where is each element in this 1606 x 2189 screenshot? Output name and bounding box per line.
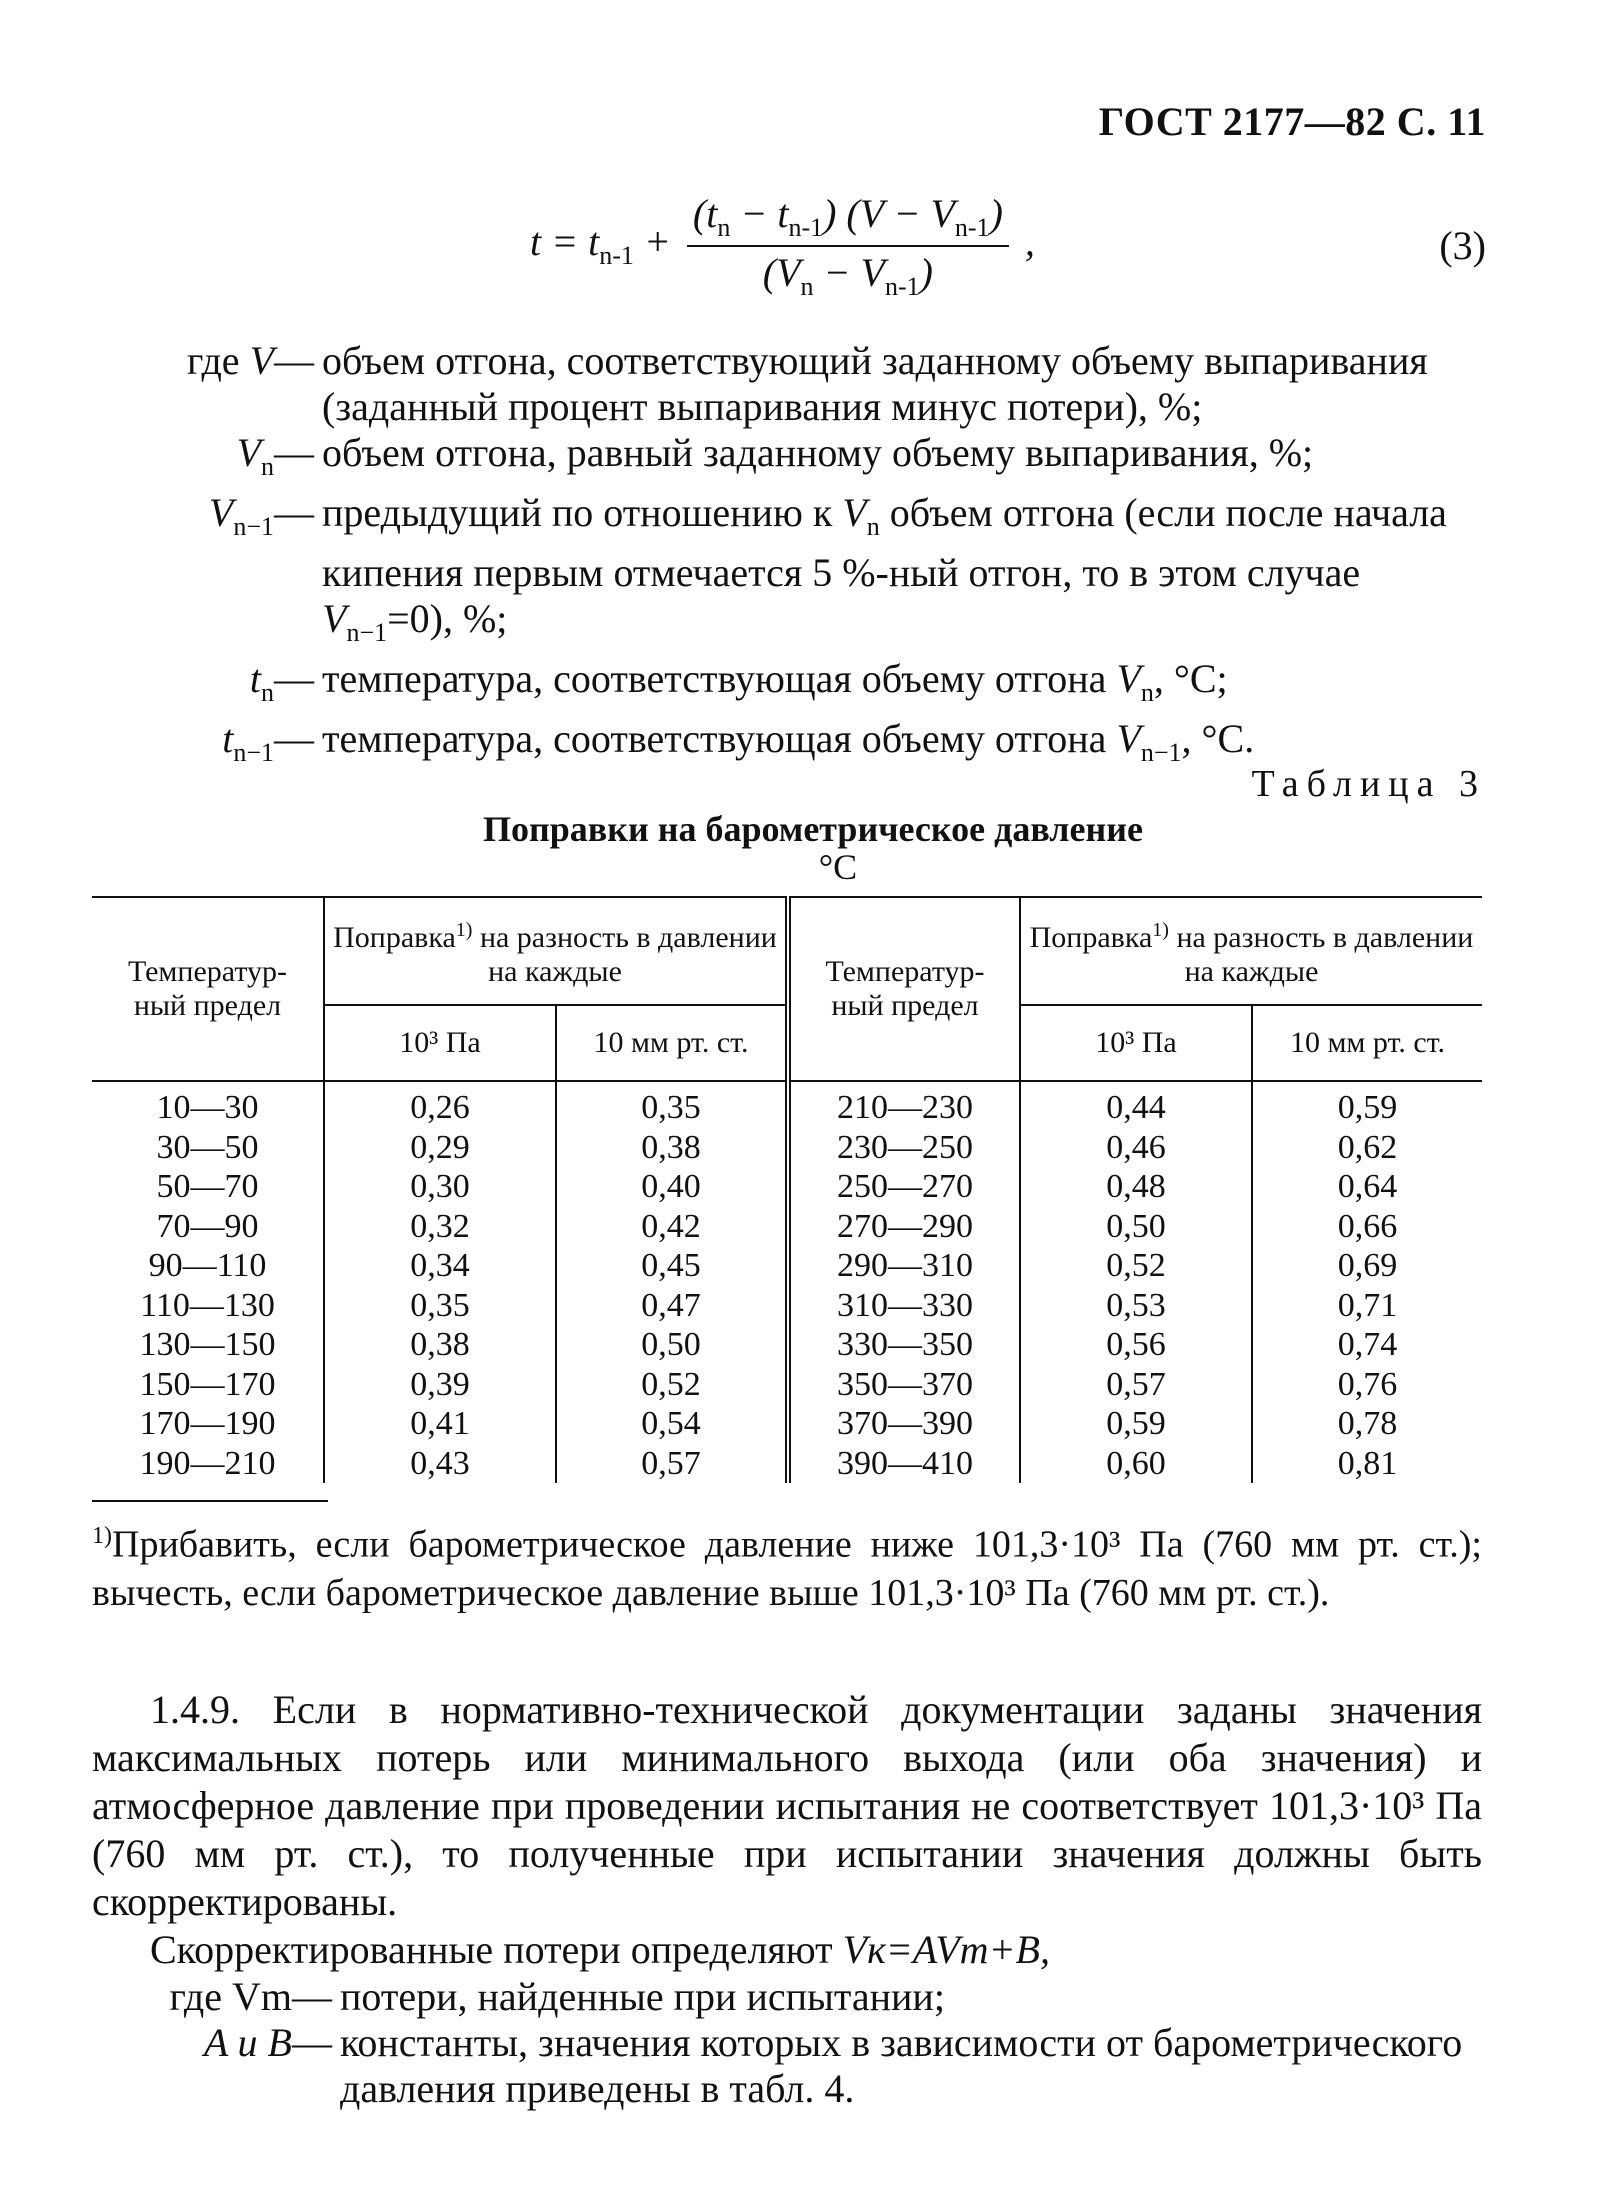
table-cell: 270—290 [788, 1207, 1020, 1247]
header-pa-right: 10³ Па [1020, 1005, 1252, 1081]
table-row [92, 1128, 1482, 1168]
definition-symbol: где V [187, 338, 274, 383]
table-cell: 0,54 [556, 1404, 788, 1444]
definition-text: объем отгона, соответствующий заданному объему выпаривания (заданный процент выпаривания минус потери), %; [322, 338, 1428, 429]
table-row [92, 1246, 1482, 1286]
definition-text: константы, значения которых в зависимости от барометрического давления приведены в табл. 4. [340, 2020, 1463, 2111]
table-cell: 370—390 [788, 1404, 1020, 1444]
table-cell: 30—50 [156, 1128, 259, 1166]
table-cell: 0,35 [556, 1081, 788, 1128]
table-cell: 0,44 [1020, 1081, 1252, 1128]
table-cell: 0,40 [556, 1167, 788, 1207]
table-cell: 0,64 [1252, 1167, 1482, 1207]
definition-symbol: $t_n$ [249, 656, 274, 707]
definition-symbol: $V_{n-1}$ [208, 490, 274, 541]
table-title: Поправки на барометрическое давление [483, 809, 1143, 849]
formula-plus: + [643, 219, 671, 265]
equation-number: (3) [1439, 223, 1486, 268]
definition-text: температура, соответствующая объему отгона $V_n$, °С; [322, 656, 1228, 707]
table-cell: 0,38 [556, 1128, 788, 1168]
table-cell: 230—250 [788, 1128, 1020, 1168]
definition-text: потери, найденные при испытании; [340, 1974, 945, 2019]
table-cell: 0,78 [1252, 1404, 1482, 1444]
definitions-list [92, 338, 1482, 776]
definition-item: $t_n$ — температура, соответствующая объему отгона $V_n$, °С; [92, 656, 1482, 716]
header-correction-left: Поправка$^{1)}$ на разность в давлении на каждые [324, 897, 788, 1005]
table-cell: 130—150 [139, 1326, 276, 1363]
table-cell: 110—130 [140, 1286, 275, 1324]
table-cell: 0,41 [324, 1404, 556, 1444]
table-cell: 0,46 [1020, 1128, 1252, 1168]
table-cell: 70—90 [156, 1207, 259, 1245]
table-cell: 0,42 [556, 1207, 788, 1247]
table-cell: 0,52 [556, 1365, 788, 1405]
table-cell: 250—270 [788, 1167, 1020, 1207]
table-cell: 0,45 [556, 1246, 788, 1286]
definition-symbol: где Vm [169, 1974, 292, 2019]
table-row [92, 1207, 1482, 1247]
table-number: Таблица 3 [1251, 763, 1486, 805]
formula-denominator: $(V_n - V_{n-1})$ [762, 250, 933, 301]
table-cell: 0,35 [324, 1286, 556, 1326]
table-cell: 350—370 [788, 1365, 1020, 1405]
table-row [92, 1167, 1482, 1207]
table-cell: 390—410 [788, 1444, 1020, 1484]
definition-item: $V_{n-1}$ — предыдущий по отношению к $V_n$ объем отгона (если после начала кипения первым отмечается 5 %-ный отгон, то в этом случае $V_{n-1}=0$), %; [92, 490, 1482, 656]
definition-symbol: $V_n$ [236, 430, 274, 481]
header-correction-right: Поправка$^{1)}$ на разность в давлении на каждые [1020, 897, 1482, 1005]
formula-3 [530, 190, 1035, 302]
table-cell: 0,29 [324, 1128, 556, 1168]
table-cell: 0,50 [1020, 1207, 1252, 1247]
table-cell: 0,32 [324, 1207, 556, 1247]
formula-numerator: $(t_n - t_{n-1}) (V - V_{n-1})$ [687, 190, 1009, 247]
table-cell: 0,76 [1252, 1365, 1482, 1405]
table-cell: 0,74 [1252, 1325, 1482, 1365]
table-row [92, 1286, 1482, 1326]
table-cell: 0,57 [556, 1444, 788, 1484]
table-cell: 0,30 [324, 1167, 556, 1207]
paragraph-1-4-9: 1.4.9. Если в нормативно-технической документации заданы значения максимальных потерь или минимального выхода (или оба значения) и атмосферное давление при проведении испытания не соответствует 101,3·10³ Па (760 мм рт. ст.), то полученные при испытании значения должны быть скорректированы. [92, 1687, 1482, 1924]
table-cell: 0,47 [556, 1286, 788, 1326]
table-cell: 0,52 [1020, 1246, 1252, 1286]
table-cell: 0,53 [1020, 1286, 1252, 1326]
table-cell: 90—110 [148, 1247, 267, 1284]
paragraph-corrected-losses: Скорректированные потери определяют Vк=AVm+B, [150, 1927, 1050, 1972]
header-mm-right: 10 мм рт. ст. [1252, 1005, 1482, 1081]
table-cell: 0,57 [1020, 1365, 1252, 1405]
definition-symbol: A и B [203, 2020, 292, 2065]
table-cell: 0,56 [1020, 1325, 1252, 1365]
table-cell: 0,43 [324, 1444, 556, 1484]
table-row [92, 1365, 1482, 1405]
definition-symbol: $t_{n-1}$ [222, 716, 274, 767]
table-cell: 0,26 [324, 1081, 556, 1128]
page-header: ГОСТ 2177—82 С. 11 [1098, 99, 1486, 144]
table-cell: 0,38 [324, 1325, 556, 1365]
table-cell: 0,62 [1252, 1128, 1482, 1168]
table-body [92, 1081, 1482, 1483]
table-cell: 170—190 [139, 1405, 276, 1442]
formula-lhs: $t = t_{n-1}$ [530, 219, 634, 271]
definition-text: температура, соответствующая объему отгона $V_{n-1}$, °С. [322, 716, 1255, 767]
table-cell: 50—70 [156, 1168, 259, 1205]
table-cell: 0,59 [1252, 1081, 1482, 1128]
table-row [92, 1404, 1482, 1444]
table-cell: 0,48 [1020, 1167, 1252, 1207]
table-cell: 0,59 [1020, 1404, 1252, 1444]
header-mm-left: 10 мм рт. ст. [556, 1005, 788, 1081]
table-cell: 190—210 [139, 1444, 276, 1482]
definition-text: предыдущий по отношению к $V_n$ объем отгона (если после начала кипения первым отмечается 5 %-ный отгон, то в этом случае $V_{n-1}=0$), %; [322, 490, 1447, 647]
table-cell: 150—170 [139, 1365, 276, 1403]
formula-fraction [687, 190, 1009, 302]
table-cell: 0,60 [1020, 1444, 1252, 1484]
header-temp-right: Температур- ный предел [788, 897, 1020, 1081]
table-cell: 290—310 [788, 1246, 1020, 1286]
table-cell: 0,66 [1252, 1207, 1482, 1247]
table-cell: 0,81 [1252, 1444, 1482, 1484]
table-row [92, 1444, 1482, 1484]
formula-trail: , [1024, 219, 1035, 265]
table-cell: 310—330 [788, 1286, 1020, 1326]
definition-item: A и B — константы, значения которых в зависимости от барометрического давления приведены в табл. 4. [92, 2020, 1482, 2112]
table-cell: 0,39 [324, 1365, 556, 1405]
table-unit: °С [818, 847, 858, 887]
definition-text: объем отгона, равный заданному объему выпаривания, %; [322, 430, 1314, 475]
footnote-divider [92, 1500, 328, 1502]
table-cell: 210—230 [788, 1081, 1020, 1128]
definition-item: $V_n$ — объем отгона, равный заданному объему выпаривания, %; [92, 430, 1482, 490]
table-row [92, 1325, 1482, 1365]
table-cell: 0,69 [1252, 1246, 1482, 1286]
table-row [92, 1081, 1482, 1128]
table-cell: 0,34 [324, 1246, 556, 1286]
definitions-list-2 [92, 1974, 1482, 2112]
table-footnote: $^{1)}$Прибавить, если барометрическое давление ниже 101,3·10³ Па (760 мм рт. ст.); вычесть, если барометрическое давление выше 101,3·10³ Па (760 мм рт. ст.). [92, 1523, 1482, 1614]
table-cell: 0,50 [556, 1325, 788, 1365]
header-temp-left: Температур- ный предел [92, 897, 324, 1081]
corrections-table [92, 896, 1482, 1483]
table-cell: 0,71 [1252, 1286, 1482, 1326]
table-cell: 330—350 [788, 1325, 1020, 1365]
definition-item: где Vm — потери, найденные при испытании; [92, 1974, 1482, 2020]
definition-item: где V — объем отгона, соответствующий заданному объему выпаривания (заданный процент выпаривания минус потери), %; [92, 338, 1482, 430]
table-cell: 10—30 [156, 1089, 259, 1126]
definition-item: $t_{n-1}$ — температура, соответствующая объему отгона $V_{n-1}$, °С. [92, 716, 1482, 776]
header-pa-left: 10³ Па [324, 1005, 556, 1081]
